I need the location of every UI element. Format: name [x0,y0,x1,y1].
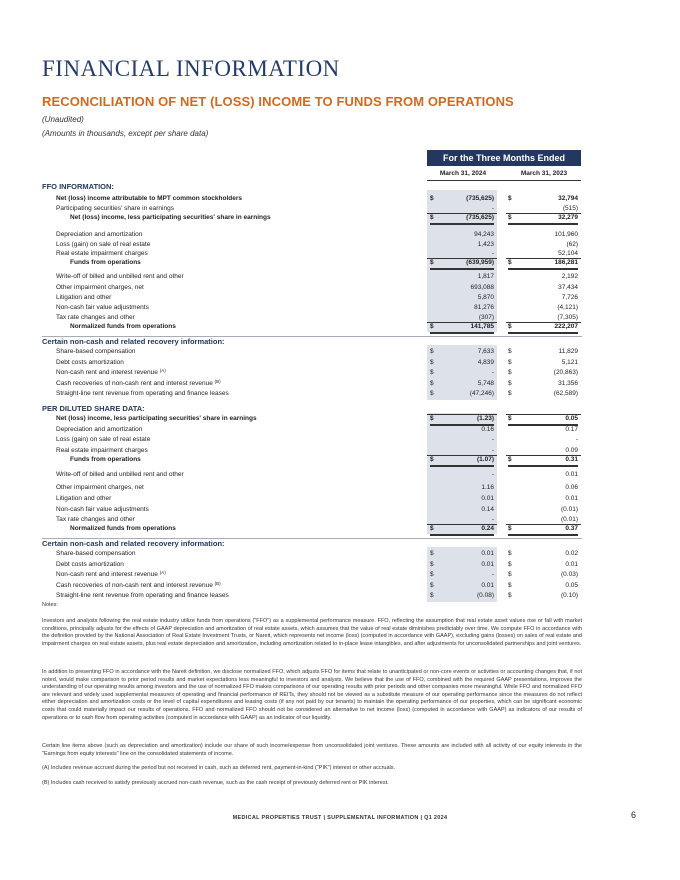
row-label: Debt costs amortization [56,561,124,568]
note-ffo-definition: Investors and analysts following the real estate industry utilize funds from operations ("FFO") as a supplemental performance measure. FFO, reflecting the assumption that real estate asset values rise or fall with market conditions, principally adjusts for the effects of GAAP depreciation and amortization of real estate assets, which assumes that the value of real estate diminishes predictably over time. We compute FFO in accordance with the definition provided by the National Association of Real Estate Investment Trusts, or Nareit, which represents net income (loss) (computed in accordance with GAAP), excluding gains (losses) on sales of real estate and impairment charges on real estate assets, plus real estate depreciation and amortization, including amortization related to in-place lease intangibles, and after adjustments for unconsolidated partnerships and joint ventures. [42,618,582,647]
value-2023: 222,207 [508,322,578,334]
table-row [0,435,680,445]
table-row [0,368,680,378]
value-2023: (62) [566,241,578,248]
value-2024: - [491,436,494,443]
value-2024: 0.24 [430,524,494,536]
row-label: Net (loss) income, less participating securities' share in earnings [70,214,271,221]
note-b: (B) Includes cash received to satisfy previously accrued non-cash revenue, such as the cash receipt of previously deferred rent or PIK interest. [42,780,389,786]
value-2024: 4,839 [477,359,494,366]
value-2024: (0.08) [477,592,494,599]
value-2023: 0.01 [565,471,578,478]
table-row [0,303,680,313]
noncash2-heading: Certain non-cash and related recovery information: [42,539,225,548]
row-label: Net (loss) income attributable to MPT common stockholders [56,195,242,202]
row-label: Normalized funds from operations [70,323,176,330]
section-title: RECONCILIATION OF NET (LOSS) INCOME TO FUNDS FROM OPERATIONS [42,94,514,109]
row-label: Litigation and other [56,495,112,502]
value-2023: 32,279 [508,213,578,225]
currency-sign: $ [508,369,512,376]
currency-sign: $ [430,550,434,557]
value-2023: 0.17 [565,426,578,433]
value-2024: - [491,471,494,478]
row-label: Loss (gain) on sale of real estate [56,241,151,248]
value-2023: 0.37 [508,524,578,536]
row-label: Write-off of billed and unbilled rent and other [56,273,184,280]
row-label: Normalized funds from operations [70,525,176,532]
row-label: Non-cash fair value adjustments [56,506,149,513]
value-2024: (307) [478,314,494,321]
value-2023: 0.02 [565,550,578,557]
table-row [0,483,680,493]
currency-sign: $ [430,323,434,330]
value-2023: - [575,436,578,443]
currency-sign: $ [430,390,434,397]
currency-sign: $ [508,359,512,366]
value-2023: 5,121 [561,359,578,366]
row-label: Debt costs amortization [56,359,124,366]
table-row [0,283,680,293]
value-2024: - [491,516,494,523]
currency-sign: $ [508,380,512,387]
currency-sign: $ [430,359,434,366]
value-2023: (0.10) [561,592,578,599]
value-2024: 7,633 [477,348,494,355]
currency-sign: $ [430,456,434,463]
currency-sign: $ [508,323,512,330]
col2-date: March 31, 2023 [520,170,568,177]
row-label: Litigation and other [56,294,112,301]
value-2024: 0.01 [481,550,494,557]
currency-sign: $ [508,214,512,221]
value-2023: 0.06 [565,484,578,491]
page-title: FINANCIAL INFORMATION [42,56,340,81]
row-label: Participating securities' share in earnings [56,205,174,212]
currency-sign: $ [430,415,434,422]
value-2023: 0.31 [508,455,578,467]
row-label: Cash recoveries of non-cash rent and interest revenue $^{(B)}$ [56,581,221,589]
value-2023: 0.05 [565,582,578,589]
value-2024: 5,870 [477,294,494,301]
row-label: Straight-line rent revenue from operating and finance leases [56,592,229,599]
table-row [0,549,680,559]
row-label: Write-off of billed and unbilled rent and other [56,471,184,478]
currency-sign: $ [508,390,512,397]
footnote-marker: (B) [214,379,221,384]
value-2023: (515) [562,205,578,212]
value-2024: 5,748 [477,380,494,387]
table-row [0,358,680,368]
row-label: Net (loss) income, less participating securities' share in earnings [56,415,257,422]
row-label: Loss (gain) on sale of real estate [56,436,151,443]
table-row [0,414,680,424]
value-2024: - [491,571,494,578]
table-row [0,272,680,282]
value-2024: - [491,369,494,376]
col1-date: March 31, 2024 [439,170,487,177]
currency-sign: $ [508,571,512,578]
noncash-heading: Certain non-cash and related recovery information: [42,337,225,346]
value-2024: 0.16 [481,426,494,433]
value-2023: 186,281 [508,258,578,270]
currency-sign: $ [430,571,434,578]
value-2024: 0.01 [481,495,494,502]
currency-sign: $ [430,525,434,532]
row-label: Real estate impairment charges [56,447,148,454]
table-row [0,258,680,268]
value-2023: (4,121) [557,304,578,311]
note-joint-ventures: Certain line items above (such as depreciation and amortization) include our share of such income/expense from unconsolidated joint ventures. These amounts are included with all activity of our equity interests in the "Earnings from equity interests" line on the consolidated statements of income. [42,743,582,757]
row-label: Funds from operations [70,259,141,266]
currency-sign: $ [430,348,434,355]
value-2023: 101,960 [554,231,578,238]
table-row [0,470,680,480]
footnote-marker: (A) [159,368,166,373]
currency-sign: $ [430,561,434,568]
table-row [0,570,680,580]
footnote-marker: (A) [159,570,166,575]
value-2024: (639,959) [430,258,494,270]
currency-sign: $ [430,369,434,376]
value-2024: (47,246) [469,390,494,397]
row-label: Real estate impairment charges [56,250,148,257]
value-2023: 0.01 [565,561,578,568]
value-2023: 52,104 [558,250,578,257]
currency-sign: $ [430,380,434,387]
value-2023: 0.01 [565,495,578,502]
row-label: Non-cash rent and interest revenue $^{(A)}$ [56,368,166,376]
value-2024: 1.16 [481,484,494,491]
currency-sign: $ [508,415,512,422]
table-row [0,230,680,240]
row-label: Tax rate changes and other [56,516,135,523]
value-2023: 31,356 [558,380,578,387]
value-2023: 0.05 [508,414,578,426]
currency-sign: $ [430,195,434,202]
currency-sign: $ [508,592,512,599]
value-2023: (0.01) [561,506,578,513]
page-footer: MEDICAL PROPERTIES TRUST | SUPPLEMENTAL INFORMATION | Q1 2024 [232,815,448,821]
value-2023: 32,794 [558,195,578,202]
row-label: Non-cash rent and interest revenue $^{(A)}$ [56,570,166,578]
value-2023: (0.03) [561,571,578,578]
value-2024: - [491,250,494,257]
value-2024: (1.07) [430,455,494,467]
table-row [0,213,680,223]
table-row [0,389,680,399]
value-2024: 0.01 [481,582,494,589]
currency-sign: $ [508,348,512,355]
row-label: Non-cash fair value adjustments [56,304,149,311]
table-row [0,524,680,534]
currency-sign: $ [508,582,512,589]
currency-sign: $ [430,592,434,599]
value-2023: 2,192 [561,273,578,280]
value-2024: 81,276 [474,304,494,311]
value-2024: 0.01 [481,561,494,568]
currency-sign: $ [508,561,512,568]
currency-sign: $ [508,195,512,202]
currency-sign: $ [508,525,512,532]
value-2023: (20,863) [553,369,578,376]
value-2024: 1,817 [477,273,494,280]
value-2024: (735,625) [430,213,494,225]
table-row [0,425,680,435]
value-2023: (0.01) [561,516,578,523]
table-row [0,322,680,332]
notes-label: Notes: [42,602,58,608]
row-label: Tax rate changes and other [56,314,135,321]
row-label: Other impairment charges, net [56,284,144,291]
value-2024: 94,243 [474,231,494,238]
value-2023: 7,726 [561,294,578,301]
table-row [0,581,680,591]
value-2024: 1,423 [477,241,494,248]
row-label: Depreciation and amortization [56,426,143,433]
currency-sign: $ [508,456,512,463]
value-2023: (7,305) [557,314,578,321]
row-label: Cash recoveries of non-cash rent and interest revenue $^{(B)}$ [56,379,221,387]
note-normalized-ffo: In addition to presenting FFO in accordance with the Nareit definition, we disclose normalized FFO, which adjusts FFO for items that relate to unanticipated or non-core events or activities or accounting changes that, if not noted, would make comparison to prior period results and market expectations less meaningful to investors and analysts. We believe that the use of FFO, combined with the required GAAP presentations, improves the understanding of our operating results among investors and the use of normalized FFO makes comparisons of our operating results with prior periods and other companies more meaningful. While FFO and normalized FFO are relevant and widely used supplemental measures of operating and financial performance of REITs, they should not be viewed as a substitute measure of our operating performance since the measures do not reflect either depreciation and amortization costs or the level of capital expenditures and leasing costs (if any not paid by our tenants) to maintain the operating performance of our properties, which can be significant economic costs that could materially impact our results of operations. FFO and normalized FFO should not be considered an alternative to net income (loss) (computed in accordance with GAAP) as indicators of our results of operations or to cash flow from operating activities (computed in accordance with GAAP) as an indicator of our liquidity. [42,669,582,721]
currency-sign: $ [508,550,512,557]
value-2024: 0.14 [481,506,494,513]
row-label: Share-based compensation [56,550,136,557]
header-rule [427,180,581,181]
table-row [0,494,680,504]
table-row [0,293,680,303]
table-row [0,194,680,204]
value-2023: 0.09 [565,447,578,454]
value-2024: (735,625) [466,195,494,202]
currency-sign: $ [430,259,434,266]
table-row [0,591,680,601]
row-label: Other impairment charges, net [56,484,144,491]
table-row [0,347,680,357]
value-2024: - [491,447,494,454]
header-band: For the Three Months Ended [427,150,581,166]
value-2023: 37,434 [558,284,578,291]
page-number: 6 [631,810,637,820]
value-2023: 11,829 [558,348,578,355]
footnote-marker: (B) [214,581,221,586]
row-label: Share-based compensation [56,348,136,355]
row-label: Depreciation and amortization [56,231,143,238]
table-row [0,455,680,465]
value-2024: - [491,205,494,212]
table-row [0,505,680,515]
value-2024: (1.23) [430,414,494,426]
table-row [0,379,680,389]
unaudited-note: (Unaudited) [42,115,84,124]
currency-sign: $ [508,259,512,266]
per-share-heading: PER DILUTED SHARE DATA: [42,404,145,413]
row-label: Funds from operations [70,456,141,463]
currency-sign: $ [430,214,434,221]
ffo-info-heading: FFO INFORMATION: [42,182,114,191]
table-row [0,560,680,570]
amounts-note: (Amounts in thousands, except per share data) [42,129,209,138]
value-2024: 141,785 [430,322,494,334]
row-label: Straight-line rent revenue from operating and finance leases [56,390,229,397]
value-2024: 693,088 [470,284,494,291]
note-a: (A) Includes revenue accrued during the period but not received in cash, such as deferred rent, payment-in-kind ("PIK") interest or other accruals. [42,765,396,771]
currency-sign: $ [430,582,434,589]
value-2023: (62,589) [553,390,578,397]
